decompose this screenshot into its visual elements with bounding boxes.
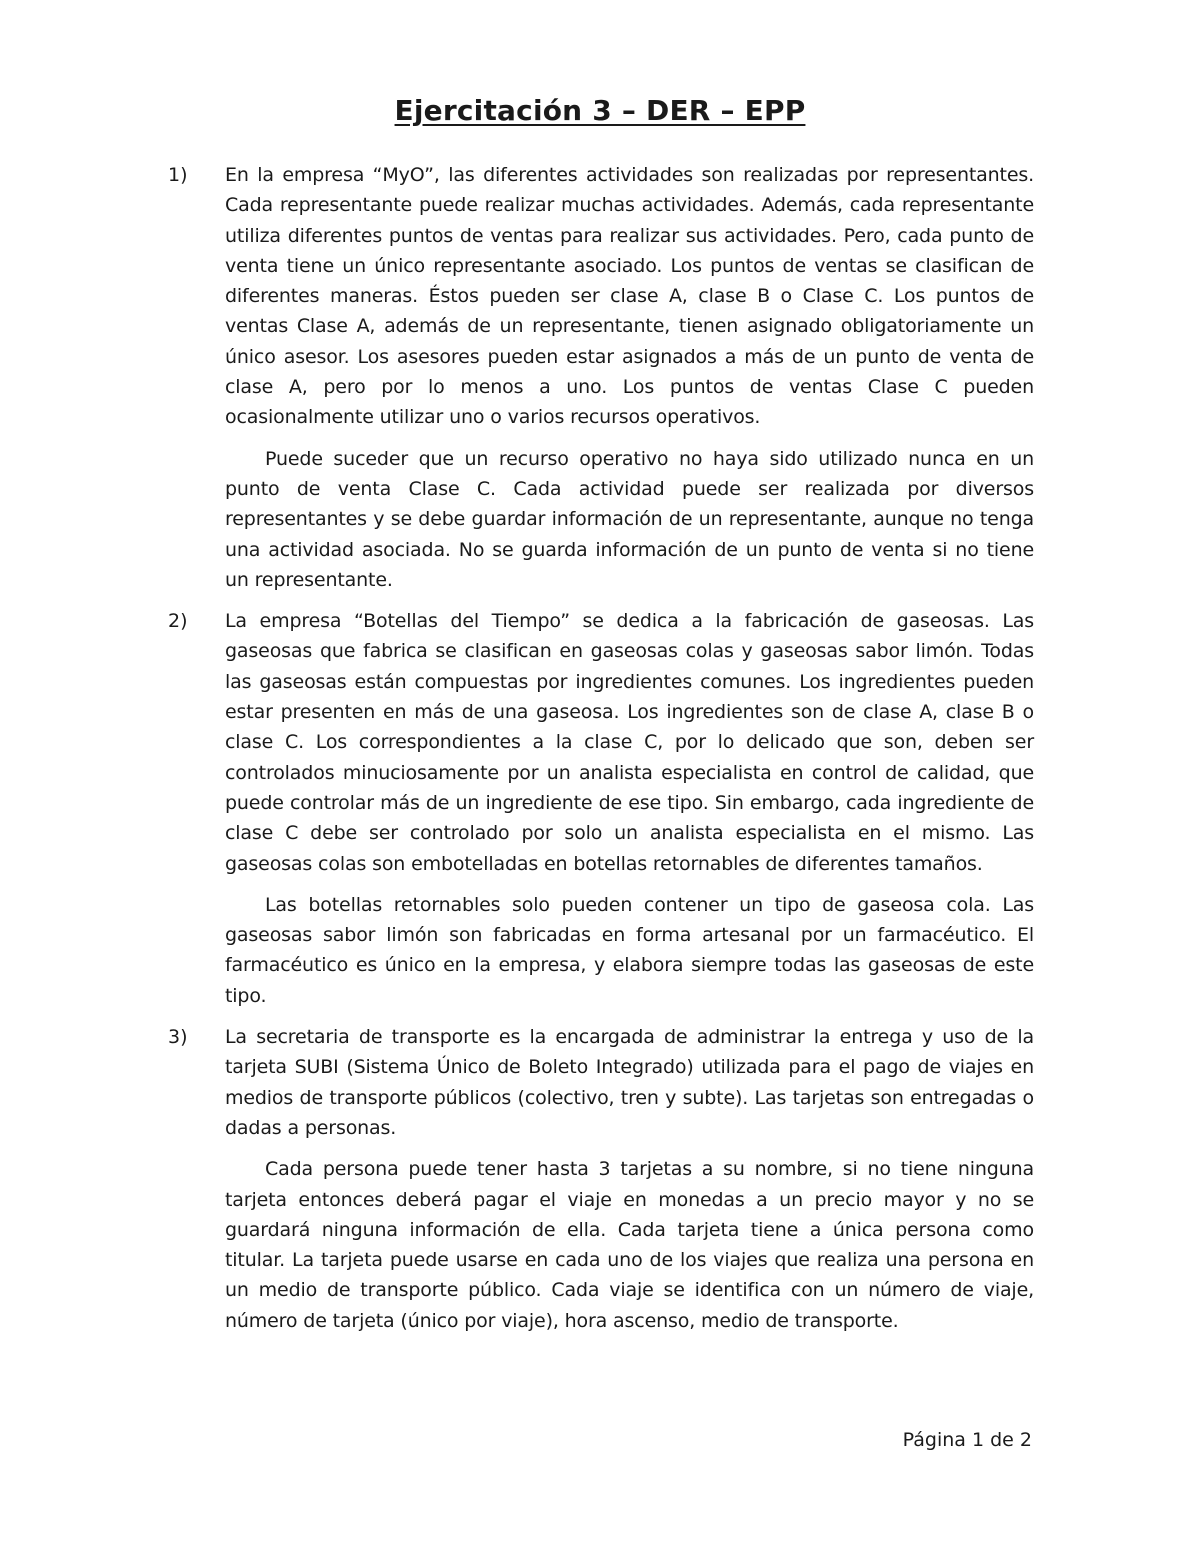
exercise-list — [168, 160, 1034, 1347]
exercise-paragraph: La empresa “Botellas del Tiempo” se dedica a la fabricación de gaseosas. Las gaseosas que fabrica se clasifican en gaseosas colas y gaseosas sabor limón. Todas las gaseosas están compuestas por ingredientes comunes. Los ingredientes pueden estar presenten en más de una gaseosa. Los ingredientes son de clase A, clase B o clase C. Los correspondientes a la clase C, por lo delicado que son, deben ser controlados minuciosamente por un analista especialista en control de calidad, que puede controlar más de un ingrediente de ese tipo. Sin embargo, cada ingrediente de clase C debe ser controlado por solo un analista especialista en el mismo. Las gaseosas colas son embotelladas en botellas retornables de diferentes tamaños. — [225, 610, 1034, 875]
exercise-paragraph: Las botellas retornables solo pueden contener un tipo de gaseosa cola. Las gaseosas sabor limón son fabricadas en forma artesanal por un farmacéutico. El farmacéutico es único en la empresa, y elabora siempre todas las gaseosas de este tipo. — [225, 893, 1034, 1007]
exercise-paragraph: Puede suceder que un recurso operativo no haya sido utilizado nunca en un punto de venta Clase C. Cada actividad puede ser realizada por diversos representantes y se debe guardar información de un representante, aunque no tenga una actividad asociada. No se guarda información de un punto de venta si no tiene un representante. — [225, 447, 1034, 591]
exercise-paragraph: Cada persona puede tener hasta 3 tarjetas a su nombre, si no tiene ninguna tarjeta entonces deberá pagar el viaje en monedas a un precio mayor y no se guardará ninguna información de ella. Cada tarjeta tiene a única persona como titular. La tarjeta puede usarse en cada uno de los viajes que realiza una persona en un medio de transporte público. Cada viaje se identifica con un número de viaje, número de tarjeta (único por viaje), hora ascenso, medio de transporte. — [225, 1158, 1034, 1332]
exercise-paragraph: La secretaria de transporte es la encargada de administrar la entrega y uso de la tarjeta SUBI (Sistema Único de Boleto Integrado) utilizada para el pago de viajes en medios de transporte públicos (colectivo, tren y subte). Las tarjetas son entregadas o dadas a personas. — [225, 1026, 1034, 1139]
exercise-item-1 — [168, 160, 1034, 595]
page-title: Ejercitación 3 – DER – EPP — [394, 94, 806, 127]
exercise-paragraph: En la empresa “MyO”, las diferentes actividades son realizadas por representantes. Cada representante puede realizar muchas actividades. Además, cada representante utiliza diferentes puntos de ventas para realizar sus actividades. Pero, cada punto de venta tiene un único representante asociado. Los puntos de ventas se clasifican de diferentes maneras. Éstos pueden ser clase A, clase B o Clase C. Los puntos de ventas Clase A, además de un representante, tienen asignado obligatoriamente un único asesor. Los asesores pueden estar asignados a más de un punto de venta de clase A, pero por lo menos a uno. Los puntos de ventas Clase C pueden ocasionalmente utilizar uno o varios recursos operativos. — [225, 164, 1034, 429]
exercise-item-3 — [168, 1022, 1034, 1336]
exercise-number: 3) — [168, 1026, 188, 1049]
exercise-number: 1) — [168, 164, 188, 186]
exercise-item-2 — [168, 606, 1034, 1011]
page-number-footer: Página 1 de 2 — [902, 1429, 1032, 1451]
exercise-number: 2) — [168, 610, 188, 633]
